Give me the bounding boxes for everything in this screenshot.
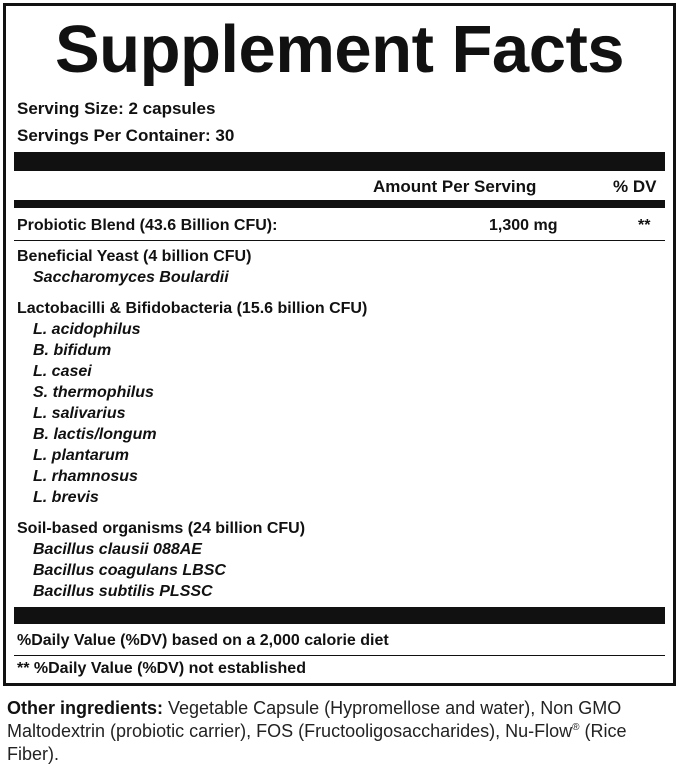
footnote-dv-basis: %Daily Value (%DV) based on a 2,000 calorie diet (17, 632, 389, 649)
ingredient-item: L. rhamnosus (33, 468, 138, 485)
servings-per-container: Servings Per Container: 30 (17, 126, 235, 145)
ingredient-item: L. brevis (33, 489, 99, 506)
group-name: Beneficial Yeast (4 billion CFU) (17, 248, 252, 265)
medium-divider (14, 200, 665, 208)
other-ingredients-text: Vegetable Capsule (Hypromellose and water), Non GMO Maltodextrin (probiotic carrier), FOS (Fructooligosaccharides), Nu-Flow (7, 698, 622, 741)
thick-divider-top (14, 152, 665, 171)
ingredient-item: L. casei (33, 363, 92, 380)
ingredient-item: L. salivarius (33, 405, 126, 422)
ingredient-item: B. lactis/longum (33, 426, 157, 443)
ingredient-item: Bacillus subtilis PLSSC (33, 583, 213, 600)
ingredient-item: L. plantarum (33, 447, 130, 464)
supplement-facts-panel (3, 3, 676, 686)
ingredient-item: Bacillus coagulans LBSC (33, 562, 226, 579)
panel-title: Supplement Facts (54, 12, 625, 87)
thick-divider-bottom (14, 607, 665, 624)
thin-divider (14, 240, 665, 241)
blend-name: Probiotic Blend (43.6 Billion CFU): (17, 217, 278, 234)
group-name: Lactobacilli & Bifidobacteria (15.6 billion CFU) (17, 300, 368, 317)
ingredient-item: S. thermophilus (33, 384, 154, 401)
thin-divider-footnotes (14, 655, 665, 656)
dv-header: % DV (613, 177, 657, 196)
other-ingredients-label: Other ingredients: (7, 698, 164, 718)
ingredient-item: L. acidophilus (33, 321, 141, 338)
footnote-dv-not-established: ** %Daily Value (%DV) not established (17, 660, 306, 677)
other-ingredients (7, 697, 675, 766)
ingredient-item: Saccharomyces Boulardii (33, 269, 229, 286)
group-name: Soil-based organisms (24 billion CFU) (17, 520, 306, 537)
other-ingredients-text-end: (Rice Fiber). (7, 721, 627, 764)
ingredient-item: B. bifidum (33, 342, 112, 359)
registered-mark: ® (572, 722, 580, 733)
blend-amount: 1,300 mg (489, 217, 558, 234)
serving-size: Serving Size: 2 capsules (17, 99, 216, 118)
amount-per-serving-header: Amount Per Serving (373, 177, 537, 196)
blend-dv: ** (638, 217, 651, 234)
ingredient-item: Bacillus clausii 088AE (33, 541, 202, 558)
